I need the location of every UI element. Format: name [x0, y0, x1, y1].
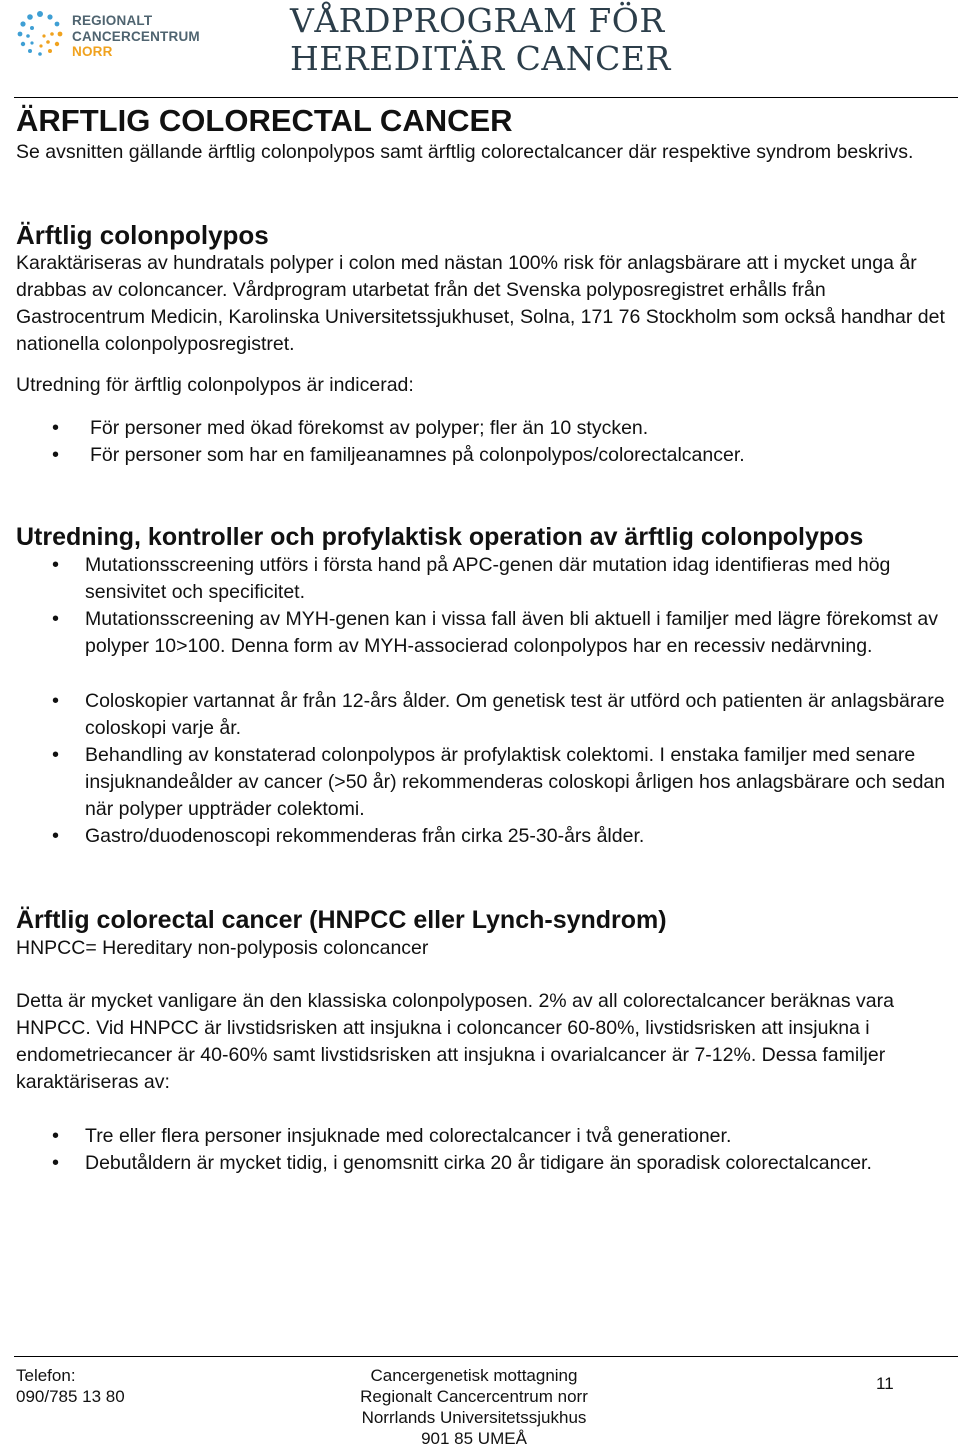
- header-divider: [14, 97, 958, 98]
- list-item: • Debutåldern är mycket tidig, i genomsnitt cirka 20 år tidigare än sporadisk colorectalcancer.: [16, 1150, 946, 1177]
- rcc-logo-mark-icon: [14, 8, 66, 60]
- footer-phone-label: Telefon:: [16, 1366, 76, 1385]
- page-number: 11: [876, 1374, 894, 1393]
- footer-address-line: Cancergenetisk mottagning: [370, 1366, 578, 1385]
- page-footer: [0, 1365, 960, 1455]
- footer-address: [344, 1365, 604, 1449]
- document-title-line-1: VÅRDPROGRAM FÖR: [290, 1, 665, 40]
- hnpcc-abbreviation: HNPCC= Hereditary non-polyposis coloncancer: [16, 937, 429, 959]
- footer-phone: [16, 1365, 125, 1407]
- logo-line-2: CANCERCENTRUM: [72, 28, 200, 44]
- hnpcc-list: [16, 1123, 946, 1177]
- footer-address-line: Regionalt Cancercentrum norr: [360, 1387, 588, 1406]
- document-title-line-2: HEREDITÄR CANCER: [290, 39, 671, 78]
- indication-list: [16, 415, 946, 469]
- document-title: [290, 2, 671, 78]
- page-header: [0, 0, 960, 100]
- logo-line-1: REGIONALT: [72, 13, 153, 28]
- rcc-logo: [14, 8, 234, 70]
- document-body: [16, 103, 946, 1177]
- section-heading-utredning: Utredning, kontroller och profylaktisk operation av ärftlig colonpolypos: [16, 523, 864, 551]
- list-item: • Mutationsscreening utförs i första hand på APC-genen där mutation idag identifieras med hög sensivitet och specificitet.: [16, 552, 946, 606]
- list-item: • Tre eller flera personer insjuknade med colorectalcancer i två generationer.: [16, 1123, 946, 1150]
- utredning-list-a: [16, 552, 946, 660]
- list-item: • Behandling av konstaterad colonpolypos är profylaktisk colektomi. I enstaka familjer med senare insjuknandeålder av cancer (>50 år) rekommenderas coloskopi årligen hos anlagsbärare och sedan när polyper uppträder colektomi.: [16, 742, 946, 823]
- logo-text: [72, 13, 200, 60]
- section-heading-colonpolypos: Ärftlig colonpolypos: [16, 220, 269, 250]
- list-item: • För personer med ökad förekomst av polyper; fler än 10 stycken.: [16, 415, 946, 442]
- section-heading-hnpcc: Ärftlig colorectal cancer (HNPCC eller Lynch-syndrom): [16, 906, 667, 934]
- list-item: • Gastro/duodenoscopi rekommenderas från cirka 25-30-års ålder.: [16, 823, 946, 850]
- hnpcc-paragraph: Detta är mycket vanligare än den klassiska colonpolyposen. 2% av all colorectalcancer beräknas vara HNPCC. Vid HNPCC är livstidsrisken att insjukna i coloncancer 60-80%, livstidsrisken att insjukna i endometriecancer är 40-60% samt livstidsrisken att insjukna i ovarialcancer är 7-12%. Dessa familjer karaktäriseras av:: [16, 990, 894, 1093]
- footer-phone-number: 090/785 13 80: [16, 1387, 125, 1406]
- footer-divider: [14, 1356, 958, 1357]
- section-intro: Se avsnitten gällande ärftlig colonpolypos samt ärftlig colorectalcancer där respektive syndrom beskrivs.: [16, 141, 914, 163]
- section-heading-arftlig-colorectal-cancer: ÄRFTLIG COLORECTAL CANCER: [16, 103, 513, 138]
- footer-address-line: 901 85 UMEÅ: [421, 1429, 527, 1448]
- logo-line-3: NORR: [72, 44, 113, 59]
- indication-lead: Utredning för ärftlig colonpolypos är indicerad:: [16, 374, 414, 396]
- footer-address-line: Norrlands Universitetssjukhus: [361, 1408, 587, 1427]
- list-item: • Coloskopier vartannat år från 12-års ålder. Om genetisk test är utförd och patienten är anlagsbärare coloskopi varje år.: [16, 688, 946, 742]
- colonpolypos-paragraph: Karaktäriseras av hundratals polyper i colon med nästan 100% risk för anlagsbärare att i mycket unga år drabbas av coloncancer. Vårdprogram utarbetat från det Svenska polyposregistret erhålls från Gastrocentrum Medicin, Karolinska Universitetssjukhuset, Solna, 171 76 Stockholm som också handhar det nationella colonpolyposregistret.: [16, 252, 945, 355]
- list-item: • Mutationsscreening av MYH-genen kan i vissa fall även bli aktuell i familjer med lägre förekomst av polyper 10>100. Denna form av MYH-associerad colonpolypos har en recessiv nedärvning.: [16, 606, 946, 660]
- list-item: • För personer som har en familjeanamnes på colonpolypos/colorectalcancer.: [16, 442, 946, 469]
- utredning-list-b: [16, 688, 946, 850]
